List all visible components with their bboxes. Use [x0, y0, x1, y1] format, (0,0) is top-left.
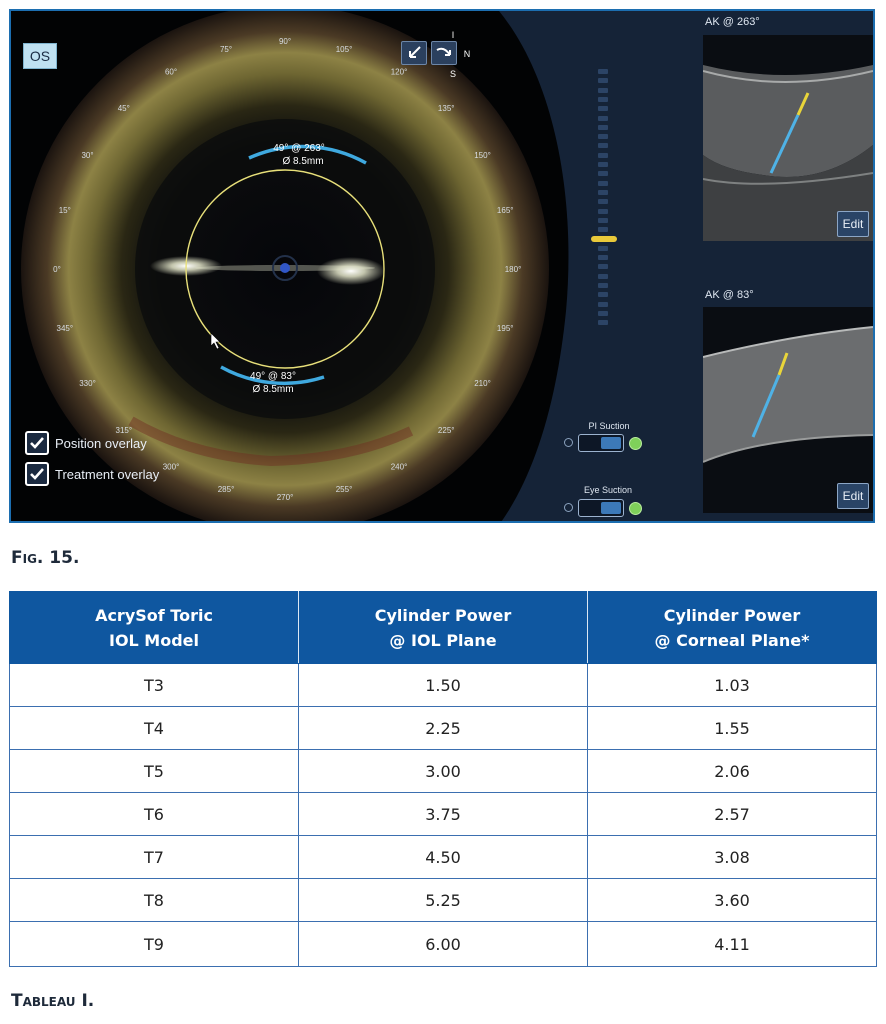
cell-iol: 4.50 — [299, 836, 588, 879]
slider-tick — [598, 162, 608, 167]
header-iol-plane — [299, 592, 588, 664]
slider-tick — [598, 78, 608, 83]
header-corneal-line1: Cylinder Power — [663, 605, 801, 625]
eye-suction-toggle-knob — [601, 502, 621, 514]
scan-bottom-image — [703, 307, 873, 513]
slider-tick — [598, 218, 608, 223]
toric-iol-table — [9, 591, 877, 967]
orientation-arrow-icon — [432, 42, 456, 64]
slider-tick — [598, 134, 608, 139]
slider-tick — [598, 274, 608, 279]
slider-tick — [598, 190, 608, 195]
angle-label: 270° — [276, 493, 294, 502]
slider-tick — [598, 97, 608, 102]
angle-label: 180° — [504, 265, 522, 274]
eye-suction-toggle[interactable] — [578, 499, 624, 517]
table-row — [10, 664, 877, 707]
arrow-down-left-icon — [402, 42, 426, 64]
compass-right: N — [463, 49, 471, 59]
cell-model: T8 — [10, 879, 299, 922]
eye-suction-status-led — [629, 502, 642, 515]
slider-tick — [598, 153, 608, 158]
table-row — [10, 879, 877, 922]
angle-label: 45° — [117, 103, 130, 113]
cell-iol: 3.00 — [299, 750, 588, 793]
rotate-left-button[interactable] — [401, 41, 427, 65]
cell-iol: 2.25 — [299, 707, 588, 750]
angle-label: 120° — [390, 67, 408, 77]
table-row — [10, 707, 877, 750]
slider-tick — [598, 320, 608, 325]
table-caption: Tableau I. — [11, 991, 95, 1011]
angle-label: 105° — [335, 44, 353, 54]
slider-tick — [598, 255, 608, 260]
compass-bottom: S — [449, 69, 457, 79]
checkmark-icon — [29, 467, 45, 481]
angle-label: 150° — [474, 151, 491, 160]
angle-label: 300° — [162, 462, 180, 472]
angle-label: 165° — [496, 206, 514, 215]
eye-suction-label: Eye Suction — [583, 485, 633, 495]
angle-label: 315° — [115, 426, 133, 436]
depth-slider-handle[interactable] — [591, 236, 617, 242]
arc-upper-angle: 49° @ 263° — [273, 143, 325, 154]
slider-tick — [598, 69, 608, 74]
slider-tick — [598, 116, 608, 121]
figure-caption: Fig. 15. — [11, 548, 80, 568]
cell-corneal: 2.57 — [588, 793, 877, 836]
cell-corneal: 2.06 — [588, 750, 877, 793]
cell-model: T5 — [10, 750, 299, 793]
angle-label: 75° — [219, 44, 233, 54]
slider-tick — [598, 302, 608, 307]
angle-label: 30° — [81, 151, 94, 160]
cell-iol: 1.50 — [299, 664, 588, 707]
checkmark-icon — [29, 436, 45, 450]
angle-label: 345° — [56, 324, 74, 333]
cell-corneal: 3.08 — [588, 836, 877, 879]
slider-tick — [598, 199, 608, 204]
eye-suction-off-indicator — [564, 503, 573, 512]
reflection-right — [317, 257, 385, 285]
arc-upper-diameter: Ø 8.5mm — [282, 156, 324, 167]
table-row — [10, 836, 877, 879]
slider-tick — [598, 88, 608, 93]
treatment-overlay-option[interactable] — [25, 460, 159, 488]
depth-slider-track[interactable] — [594, 69, 610, 329]
pi-suction-status-led — [629, 437, 642, 450]
position-overlay-label: Position overlay — [55, 435, 147, 451]
angle-label: 195° — [496, 324, 514, 333]
header-corneal-line2: @ Corneal Plane* — [654, 630, 810, 650]
table-row — [10, 750, 877, 793]
cell-model: T7 — [10, 836, 299, 879]
angle-label: 210° — [474, 379, 491, 388]
cell-corneal: 4.11 — [588, 922, 877, 967]
angle-label: 255° — [335, 485, 353, 495]
slider-tick — [598, 209, 608, 214]
cell-corneal: 3.60 — [588, 879, 877, 922]
arc-lower-angle: 49° @ 83° — [250, 371, 296, 382]
slider-tick — [598, 292, 608, 297]
header-model-line1: AcrySof Toric — [95, 605, 213, 625]
header-iol-line1: Cylinder Power — [374, 605, 512, 625]
cell-model: T4 — [10, 707, 299, 750]
slider-tick — [598, 171, 608, 176]
slider-tick — [598, 181, 608, 186]
angle-label: 240° — [390, 462, 408, 472]
angle-label: 330° — [79, 379, 96, 388]
scan-top-edit-button[interactable]: Edit — [837, 211, 869, 237]
scan-top-title: AK @ 263° — [705, 16, 760, 28]
header-corneal-plane — [588, 592, 877, 664]
header-iol-line2: @ IOL Plane — [389, 630, 497, 650]
cell-model: T6 — [10, 793, 299, 836]
position-overlay-checkbox[interactable] — [25, 431, 49, 455]
laser-ui-screenshot — [9, 9, 875, 523]
eye-side-badge: OS — [23, 43, 57, 69]
cell-iol: 5.25 — [299, 879, 588, 922]
header-model-line2: IOL Model — [108, 630, 200, 650]
angle-label: 0° — [53, 265, 61, 274]
slider-tick — [598, 106, 608, 111]
cell-model: T9 — [10, 922, 299, 967]
cell-iol: 3.75 — [299, 793, 588, 836]
slider-tick — [598, 264, 608, 269]
center-marker — [280, 263, 290, 273]
slider-tick — [598, 227, 608, 232]
slider-tick — [598, 143, 608, 148]
pi-suction-off-indicator — [564, 438, 573, 447]
angle-label: 90° — [278, 37, 292, 46]
header-model — [10, 592, 299, 664]
slider-tick — [598, 125, 608, 130]
angle-label: 135° — [437, 103, 455, 113]
cell-corneal: 1.55 — [588, 707, 877, 750]
position-overlay-option[interactable] — [25, 429, 147, 457]
table-header-row — [10, 592, 877, 664]
scan-top-image — [703, 35, 873, 241]
rotate-right-button[interactable] — [431, 41, 457, 65]
pi-suction-toggle[interactable] — [578, 434, 624, 452]
compass-top: I — [451, 30, 455, 40]
angle-label: 15° — [58, 206, 71, 215]
angle-label: 285° — [217, 485, 235, 495]
slider-tick — [598, 283, 608, 288]
pi-suction-label: PI Suction — [588, 421, 630, 431]
treatment-overlay-label: Treatment overlay — [55, 466, 160, 482]
angle-label: 60° — [164, 67, 178, 77]
cell-model: T3 — [10, 664, 299, 707]
pi-suction-toggle-knob — [601, 437, 621, 449]
table-row — [10, 793, 877, 836]
angle-label: 225° — [437, 426, 455, 436]
cell-iol: 6.00 — [299, 922, 588, 967]
treatment-overlay-checkbox[interactable] — [25, 462, 49, 486]
arc-lower-diameter: Ø 8.5mm — [252, 384, 294, 395]
table-row — [10, 922, 877, 967]
slider-tick — [598, 311, 608, 316]
scan-bottom-title: AK @ 83° — [705, 289, 754, 301]
slider-tick — [598, 246, 608, 251]
cell-corneal: 1.03 — [588, 664, 877, 707]
scan-bottom-edit-button[interactable]: Edit — [837, 483, 869, 509]
